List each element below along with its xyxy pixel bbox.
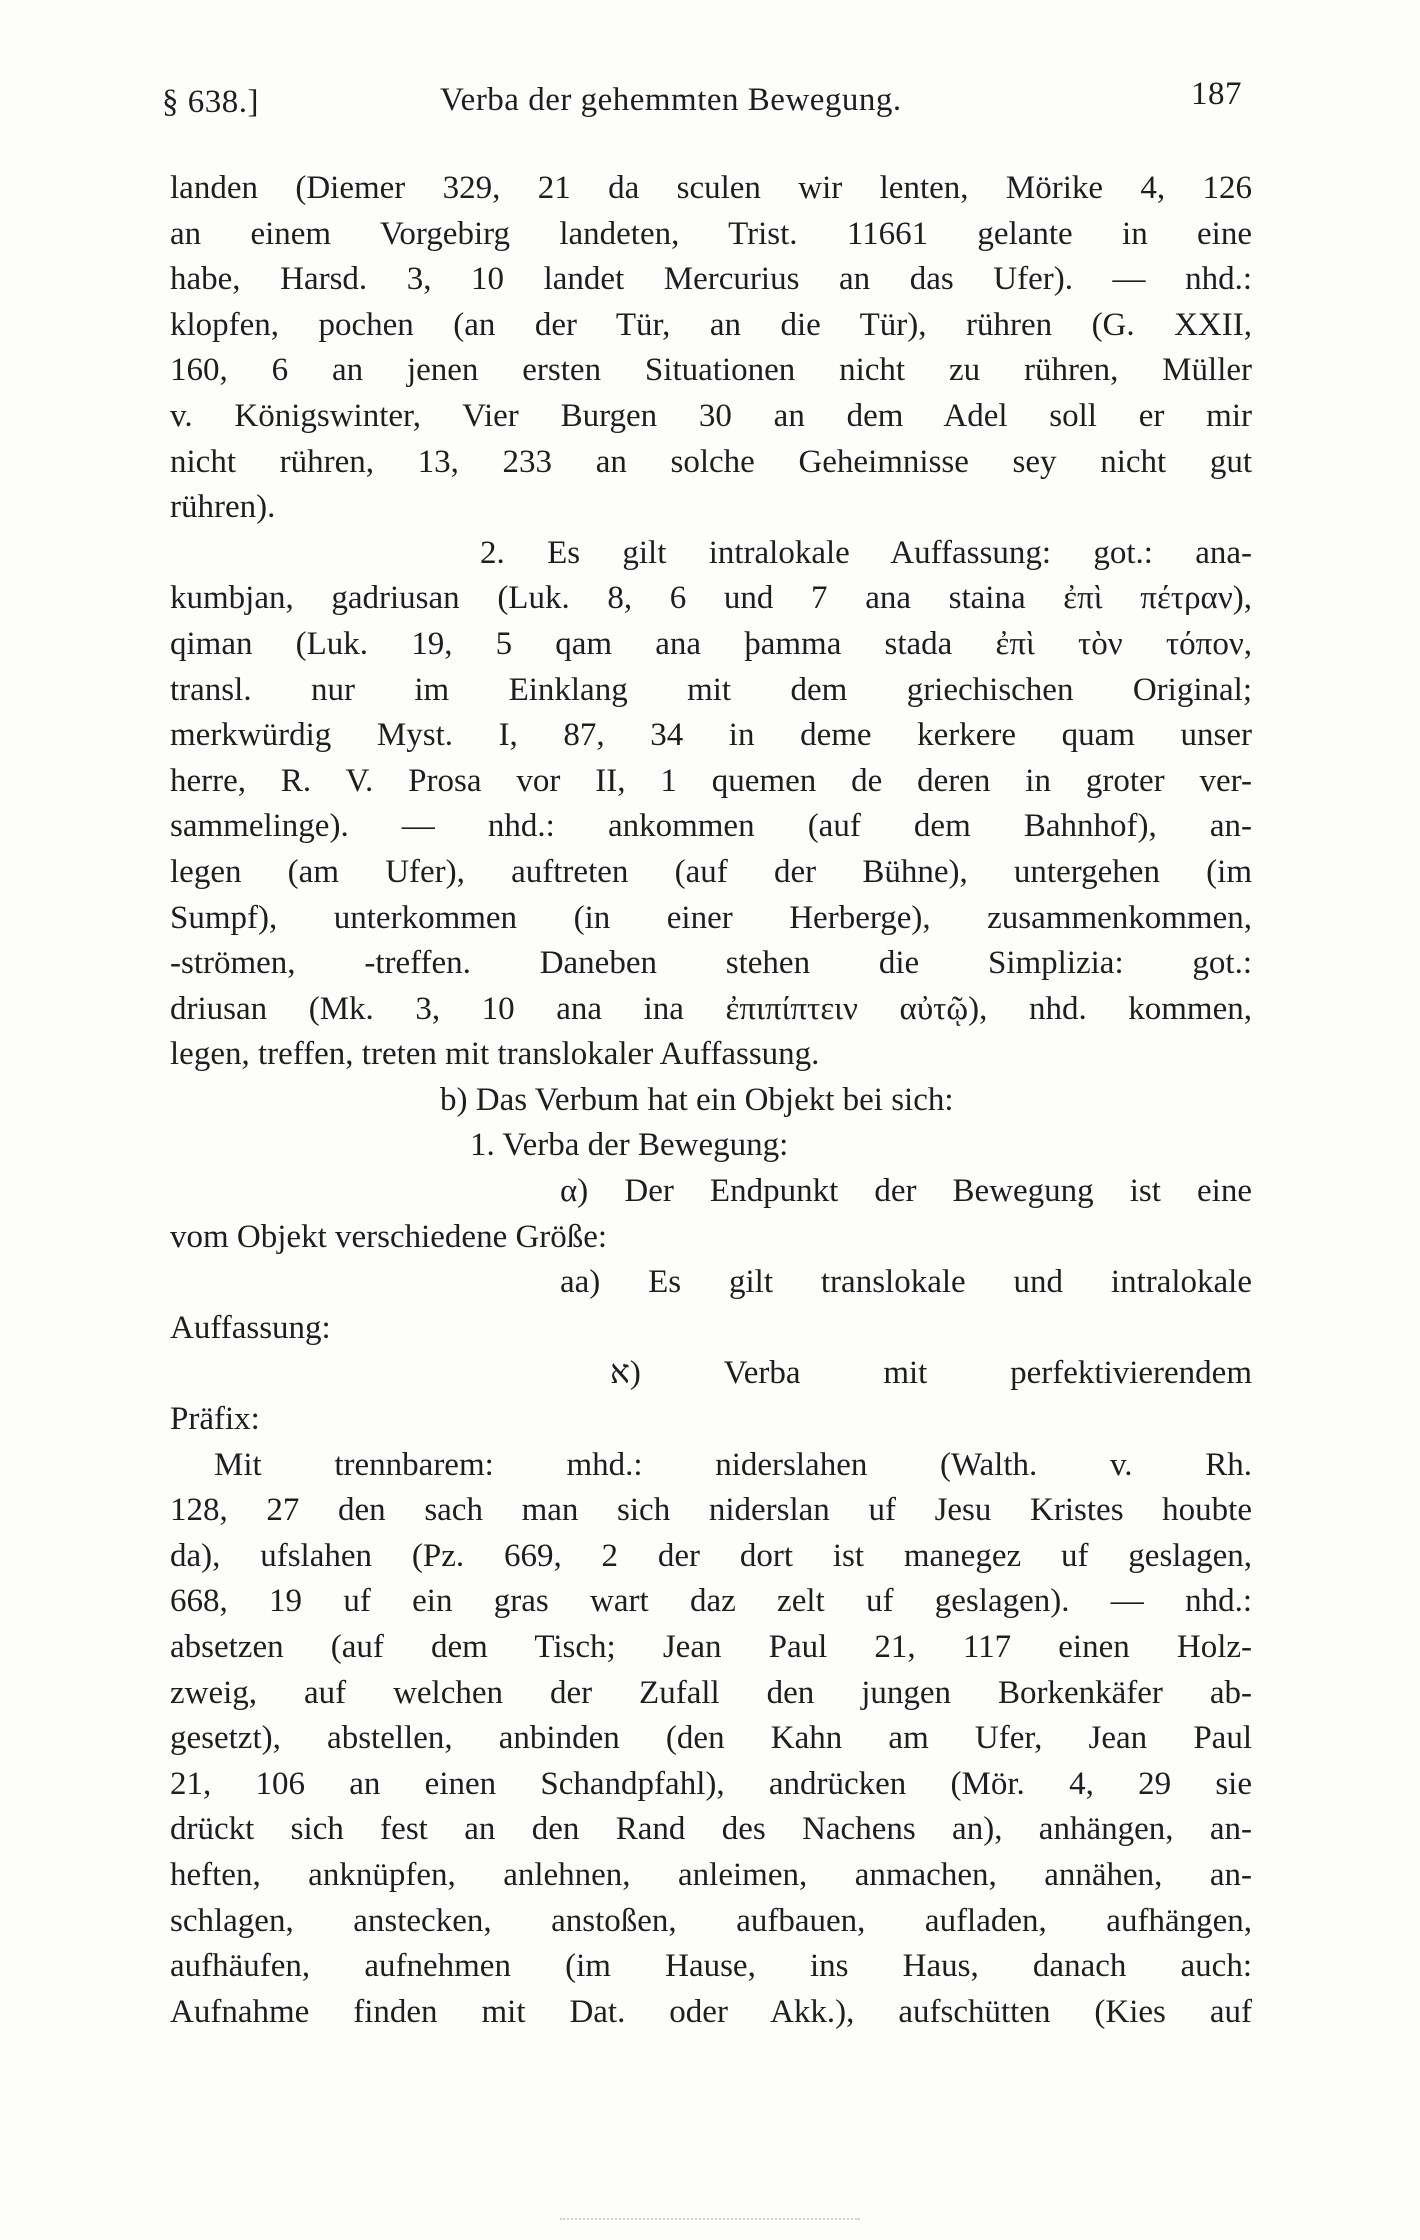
text-line: b) Das Verbum hat ein Objekt bei sich: (440, 1081, 954, 1118)
text-line: zweig, auf welchen der Zufall den jungen Borkenkäfer ab- (170, 1674, 1252, 1711)
text-line: vom Objekt verschiedene Größe: (170, 1218, 608, 1255)
body-text (170, 166, 1252, 2035)
text-line: Sumpf), unterkommen (in einer Herberge), zusammenkommen, (170, 899, 1252, 936)
text-line: da), ufslahen (Pz. 669, 2 der dort ist manegez uf geslagen, (170, 1537, 1252, 1574)
text-line: 21, 106 an einen Schandpfahl), andrücken (Mör. 4, 29 sie (170, 1765, 1252, 1802)
running-header (162, 76, 1242, 126)
text-line: v. Königswinter, Vier Burgen 30 an dem Adel soll er mir (170, 397, 1252, 434)
text-line: kumbjan, gadriusan (Luk. 8, 6 und 7 ana staina ἐπὶ πέτραν), (170, 580, 1252, 617)
text-line: merkwürdig Myst. I, 87, 34 in deme kerkere quam unser (170, 717, 1252, 754)
text-line: transl. nur im Einklang mit dem griechischen Original; (170, 671, 1252, 708)
text-line: drückt sich fest an den Rand des Nachens an), anhängen, an- (170, 1811, 1252, 1848)
text-line: 128, 27 den sach man sich niderslan uf Jesu Kristes houbte (170, 1492, 1252, 1529)
text-line: driusan (Mk. 3, 10 ana ina ἐπιπίπτειν αὐτῷ), nhd. kommen, (170, 990, 1252, 1027)
text-line: an einem Vorgebirg landeten, Trist. 11661 gelante in eine (170, 215, 1252, 252)
text-line: Aufnahme finden mit Dat. oder Akk.), aufschütten (Kies auf (170, 1993, 1252, 2030)
text-line: 160, 6 an jenen ersten Situationen nicht zu rühren, Müller (170, 352, 1252, 389)
text-line: rühren). (170, 489, 276, 526)
running-title: Verba der gehemmten Bewegung. (440, 82, 902, 118)
text-line: sammelinge). — nhd.: ankommen (auf dem Bahnhof), an- (170, 808, 1252, 845)
text-line: qiman (Luk. 19, 5 qam ana þamma stada ἐπὶ τὸν τόπον, (170, 625, 1252, 662)
text-line: 668, 19 uf ein gras wart daz zelt uf geslagen). — nhd.: (170, 1583, 1252, 1620)
text-line: legen (am Ufer), auftreten (auf der Bühne), untergehen (im (170, 853, 1252, 890)
text-line: α) Der Endpunkt der Bewegung ist eine (560, 1173, 1252, 1210)
text-line: nicht rühren, 13, 233 an solche Geheimnisse sey nicht gut (170, 443, 1252, 480)
text-line: א) Verba mit perfektivierendem (610, 1355, 1252, 1392)
section-reference: § 638.] (162, 84, 259, 120)
bottom-margin-mark (560, 2218, 860, 2224)
text-line: landen (Diemer 329, 21 da sculen wir lenten, Mörike 4, 126 (170, 170, 1252, 206)
text-line: 1. Verba der Bewegung: (470, 1127, 789, 1164)
text-line: -strömen, -treffen. Daneben stehen die Simplizia: got.: (170, 945, 1252, 982)
text-line: heften, anknüpfen, anlehnen, anleimen, anmachen, annähen, an- (170, 1856, 1252, 1893)
text-line: gesetzt), abstellen, anbinden (den Kahn am Ufer, Jean Paul (170, 1720, 1252, 1757)
text-line: 2. Es gilt intralokale Auffassung: got.: ana- (480, 534, 1252, 571)
text-line: Auffassung: (170, 1309, 331, 1346)
text-line: Mit trennbarem: mhd.: niderslahen (Walth. v. Rh. (214, 1446, 1252, 1483)
text-line: aa) Es gilt translokale und intralokale (560, 1264, 1252, 1301)
text-line: legen, treffen, treten mit translokaler Auffassung. (170, 1036, 820, 1073)
text-line: herre, R. V. Prosa vor II, 1 quemen de deren in groter ver- (170, 762, 1252, 799)
text-line: klopfen, pochen (an der Tür, an die Tür), rühren (G. XXII, (170, 306, 1252, 343)
text-line: Präfix: (170, 1401, 260, 1438)
text-line: habe, Harsd. 3, 10 landet Mercurius an das Ufer). — nhd.: (170, 261, 1252, 298)
text-line: schlagen, anstecken, anstoßen, aufbauen, aufladen, aufhängen, (170, 1902, 1252, 1939)
page-number: 187 (1191, 76, 1242, 112)
text-line: absetzen (auf dem Tisch; Jean Paul 21, 117 einen Holz- (170, 1629, 1252, 1665)
text-line: aufhäufen, aufnehmen (im Hause, ins Haus, danach auch: (170, 1948, 1252, 1985)
